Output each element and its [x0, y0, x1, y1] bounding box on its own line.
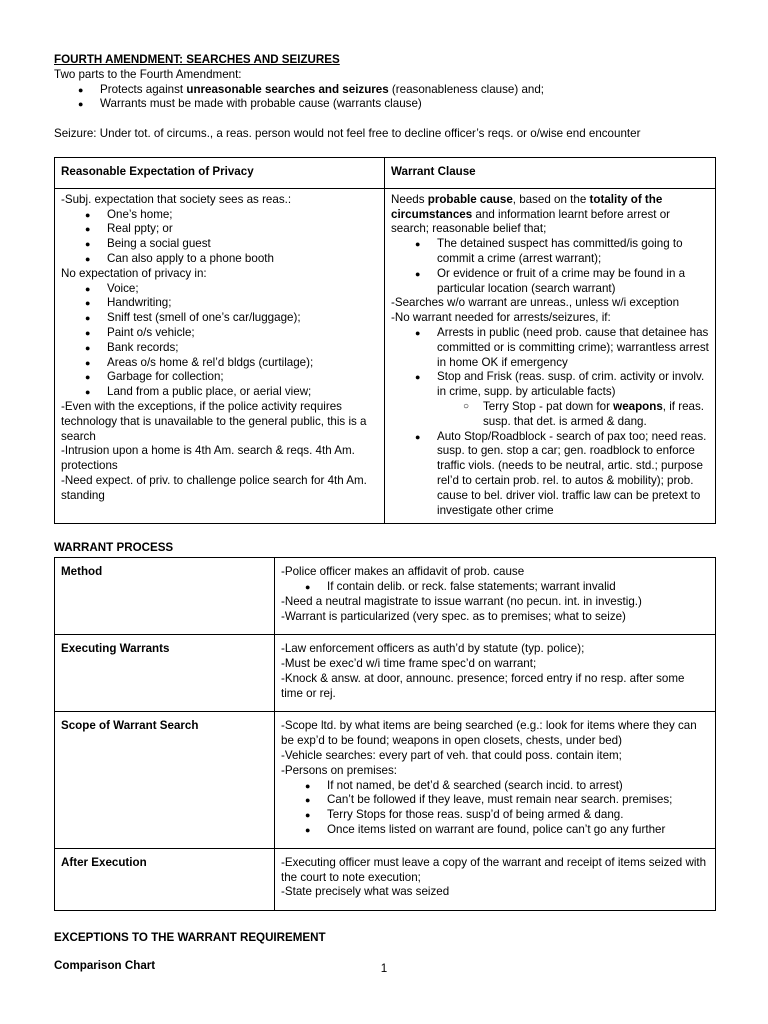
list-item: ● Stop and Frisk (reas. susp. of crim. activity or involv. in crime, supp. by articulable facts) ○ Terry Stop - pat down for weapons, if reas. susp. that det. is armed & dang.: [437, 370, 709, 429]
list-item: ● If contain delib. or reck. false statements; warrant invalid: [327, 580, 709, 595]
seizure-definition: Seizure: Under tot. of circums., a reas. person would not feel free to decline officer’s reqs. or o/wise end encounter: [54, 127, 641, 141]
list-item: ● Can’t be followed if they leave, must remain near search. premises;: [327, 793, 709, 808]
page-number: 1: [380, 962, 388, 975]
privacy-warrant-table: [54, 157, 716, 524]
list-item: ● Protects against unreasonable searches and seizures (reasonableness clause) and;: [100, 83, 716, 98]
list-item: ● Once items listed on warrant are found, police can’t go any further: [327, 823, 709, 838]
list-item: ● Bank records;: [107, 341, 378, 356]
row-content: -Scope ltd. by what items are being searched (e.g.: look for items where they can be exp’d to be found; weapons in open closets, chests, under bed) -Vehicle searches: every part of veh. that could poss. contain item; -Persons on premises: ● If not named, be det’d & searched (search incid. to arrest) ● Can’t be followed if they leave, must remain near search. premises; ● Terry Stops for those reas. susp’d of being armed & dang. ● Once items listed on warrant are found, police can’t go any further: [275, 712, 716, 848]
list-item: ● Handwriting;: [107, 296, 378, 311]
list-item: ● Arrests in public (need prob. cause that detainee has committed or is committing crime); warrantless arrest in home OK if emergency: [437, 326, 709, 370]
list-item: ● Terry Stops for those reas. susp’d of being armed & dang.: [327, 808, 709, 823]
list-item: ● Sniff test (smell of one’s car/luggage);: [107, 311, 378, 326]
exceptions-heading: EXCEPTIONS TO THE WARRANT REQUIREMENT: [54, 931, 326, 945]
warrant-process-heading: WARRANT PROCESS: [54, 541, 174, 555]
list-item: ● Areas o/s home & rel’d bldgs (curtilage);: [107, 356, 378, 371]
list-item: ● Can also apply to a phone booth: [107, 252, 378, 267]
no-expectation-list: [61, 282, 378, 400]
privacy-cell: -Subj. expectation that society sees as reas.: ● One’s home; ● Real ppty; or ● Being a social guest ● Can also apply to a phone booth No expectation of privacy in: ● Voice; ● Handwriting; ● Sniff test (smell of one’s car/luggage); ● Paint o/s vehicle; ● Bank records; ● Areas o/s home & rel’d bldgs (curtilage); ● Garbage for collection; ● Land from a public place, or aerial view; -Even with the exceptions, if the police activity requires technology that is unavailable to the general public, this is a search -Intrusion upon a home is 4th Am. search & reqs. 4th Am. protections -Need expect. of priv. to challenge police search for 4th Am. standing: [55, 188, 385, 524]
row-content: -Police officer makes an affidavit of prob. cause ● If contain delib. or reck. false statements; warrant invalid -Need a neutral magistrate to issue warrant (no pecun. int. in investig.) -Warrant is particularized (very spec. as to premises; what to seize): [275, 558, 716, 635]
list-item: ● Garbage for collection;: [107, 370, 378, 385]
warrant-process-table: [54, 557, 716, 911]
terry-stop-list: [437, 400, 709, 430]
belief-list: [391, 237, 709, 296]
expectation-list: [61, 208, 378, 267]
warrant-clause-cell: Needs probable cause, based on the totality of the circumstances and information learnt before arrest or search; reasonable belief that; ● The detained suspect has committed/is going to commit a crime (arrest warrant); ● Or evidence or fruit of a crime may be found in a particular location (search warrant) -Searches w/o warrant are unreas., unless w/i exception -No warrant needed for arrests/seizures, if: ● Arrests in public (need prob. cause that detainee has committed or is committing crime); warrantless arrest in home OK if emergency ● Stop and Frisk (reas. susp. of crim. activity or involv. in crime, supp. by articulable facts) ○ Terry Stop - pat down for weapons, if reas. susp. that det. is armed & dang. ● Auto Stop/Roadblock - search of pax too; need reas. susp. to gen. stop a car; gen. roadblock to enforce traffic viols. (needs to be neutral, artic. std.; purpose rel’d to certain prob. rel. to autos & mobility); prob. cause to bel. driver viol. traffic law can be pretext to investigate other crime: [385, 188, 716, 524]
list-item: ● Voice;: [107, 282, 378, 297]
list-item: ● Paint o/s vehicle;: [107, 326, 378, 341]
list-item: ● One’s home;: [107, 208, 378, 223]
document-title: FOURTH AMENDMENT: SEARCHES AND SEIZURES: [54, 53, 340, 66]
row-label: After Execution: [55, 848, 275, 910]
row-content: -Law enforcement officers as auth’d by statute (typ. police); -Must be exec’d w/i time frame spec’d on warrant; -Knock & answ. at door, announc. presence; forced entry if no resp. after some time or rej.: [275, 635, 716, 712]
column-header: Warrant Clause: [385, 157, 716, 188]
intro-text: Two parts to the Fourth Amendment:: [54, 67, 242, 81]
list-item: ● Warrants must be made with probable cause (warrants clause): [100, 97, 716, 112]
list-item: ● Or evidence or fruit of a crime may be found in a particular location (search warrant): [437, 267, 709, 297]
column-header: Reasonable Expectation of Privacy: [55, 157, 385, 188]
row-label: Scope of Warrant Search: [55, 712, 275, 848]
table-row: [55, 848, 716, 910]
list-item: ○ Terry Stop - pat down for weapons, if reas. susp. that det. is armed & dang.: [483, 400, 709, 430]
comparison-heading: Comparison Chart: [54, 959, 156, 973]
document-page: [54, 53, 716, 975]
row-label: Method: [55, 558, 275, 635]
list-item: ● Being a social guest: [107, 237, 378, 252]
list-item: ● Real ppty; or: [107, 222, 378, 237]
list-item: ● The detained suspect has committed/is going to commit a crime (arrest warrant);: [437, 237, 709, 267]
table-row: [55, 635, 716, 712]
row-content: -Executing officer must leave a copy of the warrant and receipt of items seized with the court to note execution; -State precisely what was seized: [275, 848, 716, 910]
table-row: [55, 712, 716, 848]
list-item: ● Land from a public place, or aerial view;: [107, 385, 378, 400]
list-item: ● Auto Stop/Roadblock - search of pax too; need reas. susp. to gen. stop a car; gen. roadblock to enforce traffic viols. (needs to be neutral, artic. std.; purpose rel’d to certain prob. rel. to autos & mobility); prob. cause to bel. driver viol. traffic law can be pretext to investigate other crime: [437, 430, 709, 519]
intro-bullet-list: [54, 83, 716, 113]
list-item: ● If not named, be det’d & searched (search incid. to arrest): [327, 779, 709, 794]
row-label: Executing Warrants: [55, 635, 275, 712]
table-row: [55, 558, 716, 635]
no-warrant-list: [391, 326, 709, 518]
